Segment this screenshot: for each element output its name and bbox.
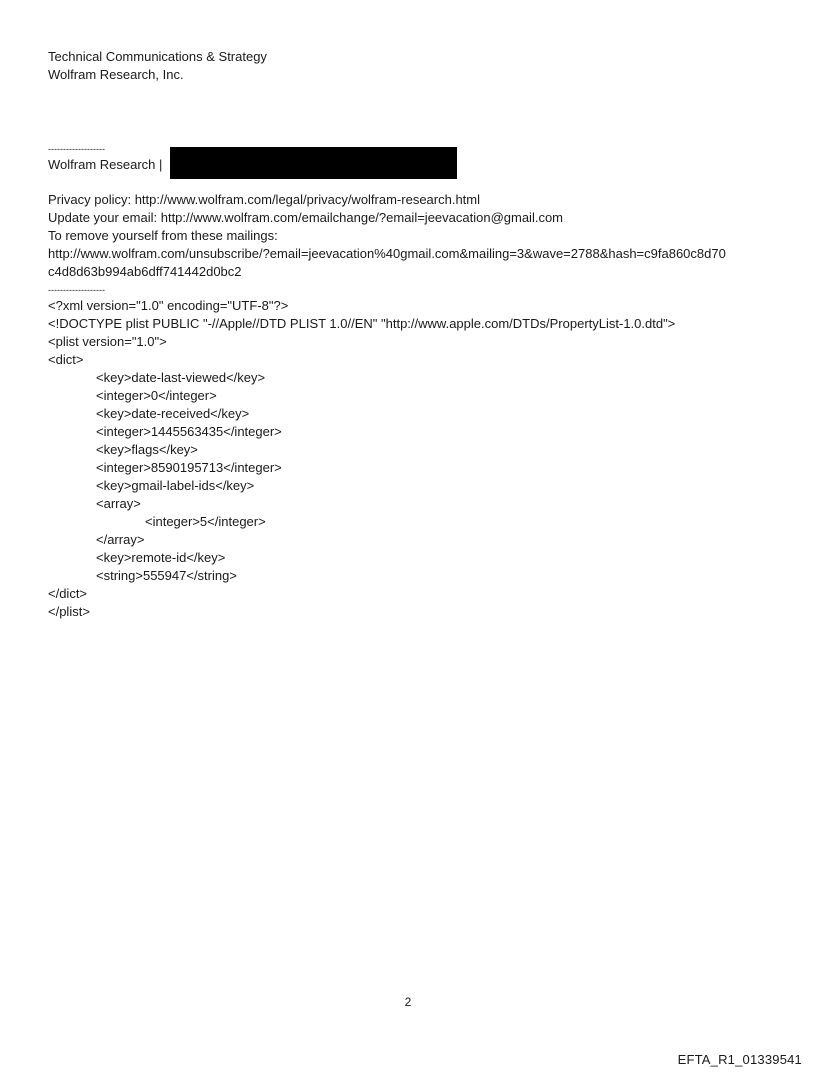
unsubscribe-url-line-1: http://www.wolfram.com/unsubscribe/?email=jeevacation%40gmail.com&mailing=3&wave=2788&hash=c9fa860c8d70 (48, 246, 726, 261)
unsubscribe-url-line-2: c4d8d63b994ab6dff741442d0bc2 (48, 264, 242, 279)
plist-entry: <key>flags</key> (96, 442, 198, 457)
plist-close-tag: </plist> (48, 604, 90, 619)
bates-number: EFTA_R1_01339541 (677, 1052, 802, 1067)
plist-entry: <key>date-received</key> (96, 406, 250, 421)
remove-mailings-line: To remove yourself from these mailings: (48, 228, 278, 243)
plist-entry: <key>remote-id</key> (96, 550, 226, 565)
page-number: 2 (404, 995, 412, 1009)
privacy-policy-line: Privacy policy: http://www.wolfram.com/legal/privacy/wolfram-research.html (48, 192, 481, 207)
dict-close-tag: </dict> (48, 586, 88, 601)
redaction-block (170, 147, 457, 179)
plist-entry: <string>555947</string> (96, 568, 237, 583)
separator-bottom: ------------------- (48, 285, 105, 295)
plist-entry: <integer>5</integer> (145, 514, 266, 529)
update-email-line: Update your email: http://www.wolfram.com/emailchange/?email=jeevacation@gmail.com (48, 210, 564, 225)
footer-company-label: Wolfram Research | (48, 157, 163, 172)
plist-entry: <key>date-last-viewed</key> (96, 370, 266, 385)
signature-title: Technical Communications & Strategy (48, 49, 267, 64)
signature-company: Wolfram Research, Inc. (48, 67, 184, 82)
separator-top: ------------------- (48, 144, 105, 154)
plist-entry: <key>gmail-label-ids</key> (96, 478, 255, 493)
plist-entry: </array> (96, 532, 145, 547)
doctype-line: <!DOCTYPE plist PUBLIC "-//Apple//DTD PLIST 1.0//EN" "http://www.apple.com/DTDs/PropertyList-1.0.dtd"> (48, 316, 676, 331)
plist-entry: <integer>1445563435</integer> (96, 424, 282, 439)
dict-open-tag: <dict> (48, 352, 84, 367)
plist-entry: <array> (96, 496, 141, 511)
plist-entry: <integer>8590195713</integer> (96, 460, 282, 475)
xml-declaration: <?xml version="1.0" encoding="UTF-8"?> (48, 298, 289, 313)
plist-open-tag: <plist version="1.0"> (48, 334, 167, 349)
plist-entry: <integer>0</integer> (96, 388, 217, 403)
